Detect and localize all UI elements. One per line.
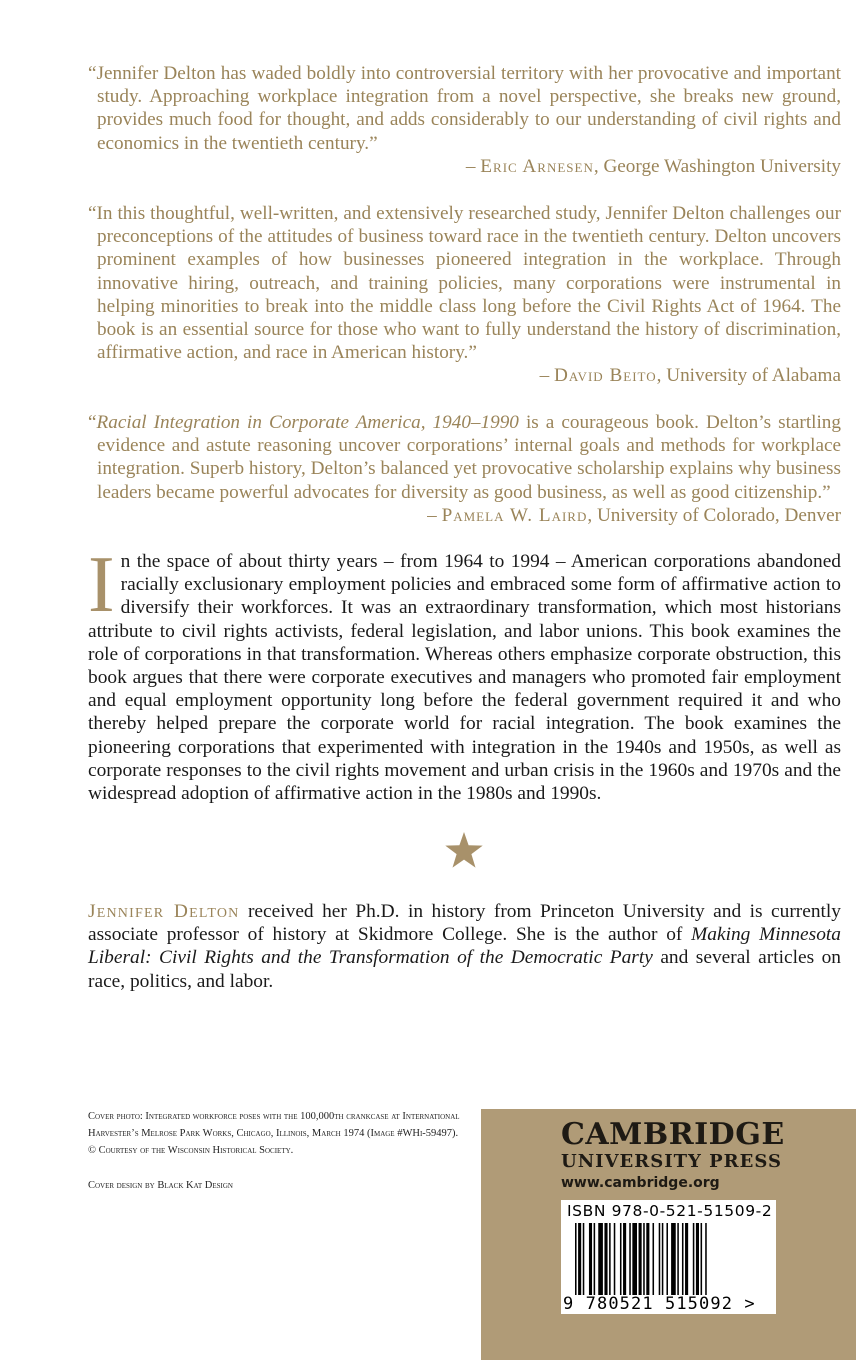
- publisher-url: www.cambridge.org: [561, 1175, 720, 1191]
- quote-attribution: – Eric Arnesen, George Washington University: [465, 155, 841, 177]
- barcode-bar: [653, 1223, 655, 1295]
- design-credit: Cover design by Black Kat Design: [88, 1180, 233, 1191]
- publisher-panel: [481, 1109, 856, 1360]
- barcode-bar: [643, 1223, 645, 1295]
- author-bio: Jennifer Delton received her Ph.D. in history from Princeton University and is currently associate professor of history at Skidmore College. She is the author of Making Minnesota Liberal: Civil Rights and the Transformation of the Democratic Party and several articles on race, politics, and labor.: [88, 901, 842, 992]
- barcode-bar: [646, 1223, 649, 1295]
- barcode-digits: 9 780521 515092 >: [563, 1294, 756, 1314]
- photo-credit: Cover photo: Integrated workforce poses with the 100,000th crankcase at International Harvester’s Melrose Park Works, Chicago, Illinois, March 1974 (Image #WHi-59497).: [88, 1111, 460, 1139]
- publisher-subtitle: UNIVERSITY PRESS: [561, 1151, 782, 1172]
- quote-text: “In this thoughtful, well-written, and extensively researched study, Jennifer Delton challenges our preconceptions of the attitudes of business toward race in the twentieth century. Delton uncovers prominent examples of how businesses pioneered integration in the workplace. Through innovative hiring, outreach, and training policies, many corporations were instrumental in helping minorities to break into the middle class long before the Civil Rights Act of 1964. The book is an essential source for those who want to fully understand the history of discrimination, affirmative action, and race in American history.”: [88, 203, 841, 364]
- endorsement-beito: [88, 202, 841, 388]
- barcode-bar: [705, 1223, 707, 1295]
- barcode-bars: [575, 1223, 763, 1295]
- barcode-bar: [632, 1223, 637, 1295]
- author-name: Jennifer Delton: [88, 901, 240, 922]
- barcode-bar: [594, 1223, 596, 1295]
- quote-author-affiliation: , University of Alabama: [656, 365, 841, 387]
- quote-attribution: – Pamela W. Laird, University of Colorado, Denver: [427, 504, 841, 526]
- quote-author-name: Eric Arnesen: [480, 155, 594, 177]
- author-book-title: Making Minnesota Liberal: Civil Rights and the Transformation of the Democratic Party: [88, 924, 841, 969]
- barcode: [561, 1200, 776, 1314]
- barcode-bar: [693, 1223, 695, 1295]
- barcode-bar: [639, 1223, 642, 1295]
- barcode-bar: [677, 1223, 679, 1295]
- cover-credits: [88, 1108, 478, 1194]
- description-text: n the space of about thirty years – from 1964 to 1994 – American corporations abandoned racially exclusionary employment policies and embraced some form of affirmative action to diversify their workforces. It was an extraordinary transformation, which most historians attribute to civil rights activists, federal legislation, and labor unions. This book examines the role of corporations in that transformation. Whereas others emphasize corporate obstruction, this book argues that there were corporate executives and managers who promoted fair employment and equal employment opportunity long before the federal government required it and who thereby helped prepare the corporate world for racial integration. The book examines the pioneering corporations that experimented with integration in the 1940s and 1950s, as well as corporate responses to the civil rights movement and urban crisis in the 1960s and 1970s and the widespread adoption of affirmative action in the 1980s and 1990s.: [88, 551, 841, 805]
- barcode-bar: [583, 1223, 585, 1295]
- quote-author-name: David Beito: [553, 365, 657, 387]
- book-description: [88, 541, 841, 805]
- quote-author-name: Pamela W. Laird: [441, 504, 588, 526]
- barcode-bar: [604, 1223, 607, 1295]
- barcode-bar: [620, 1223, 622, 1295]
- quote-text: “Jennifer Delton has waded boldly into controversial territory with her provocative and important study. Approaching workplace integration from a novel perspective, she breaks new ground, provides much food for thought, and adds considerably to our understanding of civil rights and economics in the twentieth century.”: [88, 63, 841, 154]
- quote-author-affiliation: , University of Colorado, Denver: [587, 504, 841, 526]
- barcode-bar: [701, 1223, 703, 1295]
- quote-text: “Racial Integration in Corporate America, 1940–1990 is a courageous book. Delton’s startling evidence and astute reasoning uncover corporations’ internal goals and methods for workplace integration. Superb history, Delton’s balanced yet provocative scholarship explains why business leaders became powerful advocates for diversity as good business, as well as good citizenship.”: [88, 412, 841, 503]
- barcode-bar: [659, 1223, 661, 1295]
- barcode-bar: [589, 1223, 592, 1295]
- barcode-bar: [575, 1223, 577, 1295]
- barcode-bar: [696, 1223, 699, 1295]
- barcode-bar: [623, 1223, 626, 1295]
- endorsement-arnesen: [88, 62, 841, 178]
- barcode-bar: [598, 1223, 603, 1295]
- barcode-bar: [662, 1223, 664, 1295]
- endorsement-laird: [88, 411, 841, 527]
- barcode-bar: [609, 1223, 611, 1295]
- barcode-bar: [629, 1223, 631, 1295]
- isbn-number: ISBN 978-0-521-51509-2: [567, 1202, 773, 1220]
- barcode-bar: [682, 1223, 684, 1295]
- barcode-bar: [671, 1223, 676, 1295]
- barcode-bar: [666, 1223, 668, 1295]
- star-icon: [444, 830, 484, 870]
- barcode-bar: [685, 1223, 688, 1295]
- drop-cap: I: [88, 541, 115, 629]
- barcode-bar: [614, 1223, 616, 1295]
- quote-author-affiliation: , George Washington University: [593, 155, 841, 177]
- courtesy-credit: © Courtesy of the Wisconsin Historical Society.: [88, 1145, 294, 1156]
- quote-book-title: Racial Integration in Corporate America, 1940–1990: [96, 412, 519, 433]
- publisher-name: CAMBRIDGE: [561, 1117, 785, 1152]
- barcode-bar: [578, 1223, 581, 1295]
- quote-attribution: – David Beito, University of Alabama: [539, 365, 841, 387]
